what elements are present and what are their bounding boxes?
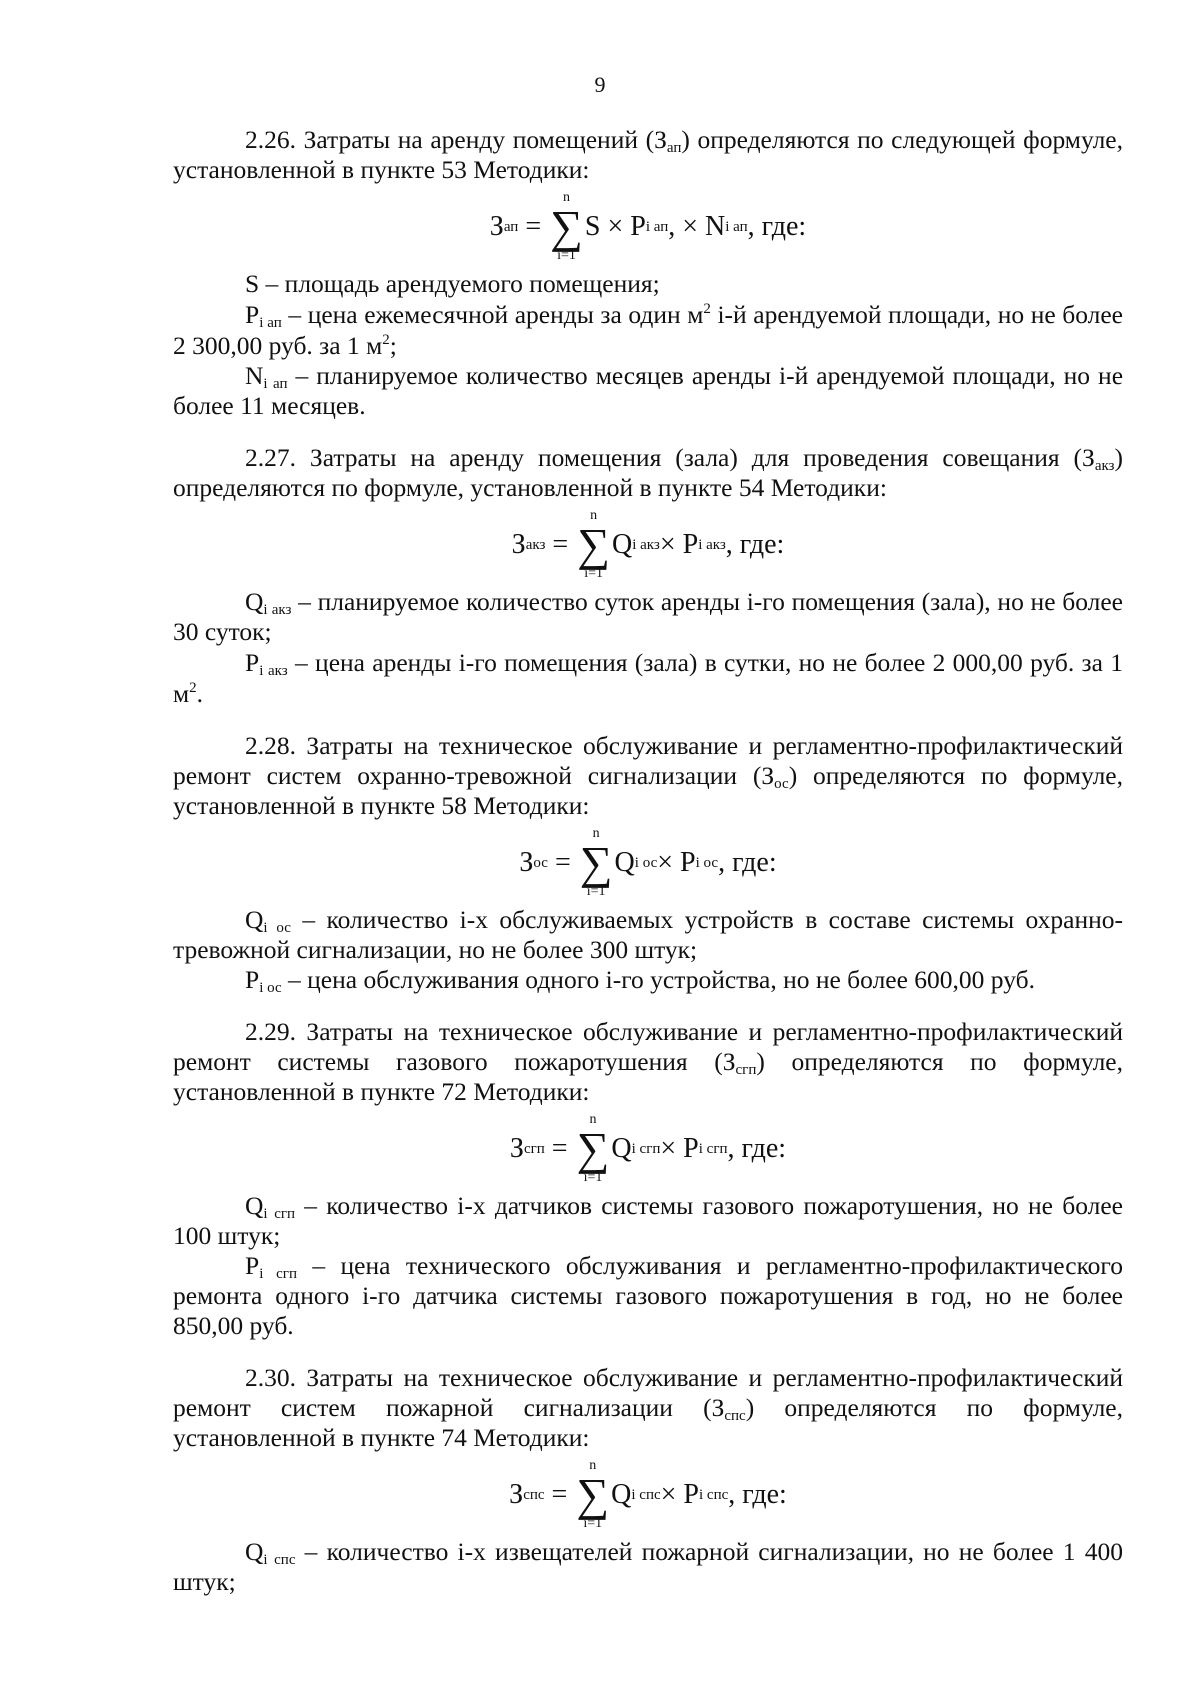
- section-2-27: [173, 443, 1123, 709]
- sum-symbol: n ∑ i=1: [579, 826, 613, 899]
- definition: $Q_{i ос}$ – количество i-х обслуживаемых устройств в составе системы охранно-тревожной сигнализации, но не более 300 штук;: [173, 905, 1123, 964]
- definition: $Q_{i спс}$ – количество i-х извещателей пожарной сигнализации, но не более 1 400 штук;: [173, 1537, 1123, 1596]
- definition: $P_{i акз}$ – цена аренды i-го помещения (зала) в сутки, но не более 2 000,00 руб. за 1 $м^2$.: [173, 648, 1123, 708]
- formula: З акз = n ∑ i=1 Q i акз × P i акз , где:: [511, 508, 785, 581]
- section-intro: 2.27. Затраты на аренду помещения (зала) для проведения совещания $(З_{акз})$ определяются по формуле, установленной в пункте 54 Методики:: [173, 443, 1123, 502]
- definition: $P_{i ап}$ – цена ежемесячной аренды за один $м^2$ i-й арендуемой площади, но не более 2 300,00 руб. за 1 $м^2$;: [173, 300, 1123, 360]
- section-2-29: [173, 1017, 1123, 1341]
- definition: $N_{i ап}$ – планируемое количество месяцев аренды i-й арендуемой площади, но не более 11 месяцев.: [173, 361, 1124, 420]
- section-intro: 2.30. Затраты на техническое обслуживание и регламентно-профилактический ремонт систем пожарной сигнализации $(З_{спс})$ определяются по формуле, установленной в пункте 74 Методики:: [173, 1363, 1123, 1452]
- section-2-30: [173, 1363, 1123, 1597]
- formula: З сгп = n ∑ i=1 Q i сгп × P i сгп , где:: [509, 1112, 787, 1185]
- sum-symbol: n ∑ i=1: [577, 508, 610, 581]
- definition: $Q_{i сгп}$ – количество i-х датчиков системы газового пожаротушения, но не более 100 штук;: [173, 1191, 1123, 1250]
- definition: $P_{i сгп}$ – цена технического обслуживания и регламентно-профилактического ремонта одного i-го датчика системы газового пожаротушения в год, но не более 850,00 руб.: [173, 1251, 1123, 1340]
- definition: $Q_{i акз}$ – планируемое количество суток аренды i-го помещения (зала), но не более 30 суток;: [173, 587, 1123, 646]
- section-2-28: [173, 731, 1123, 995]
- document-body: [173, 125, 1123, 1619]
- definition: $P_{i ос}$ – цена обслуживания одного i-го устройства, но не более 600,00 руб.: [245, 965, 1035, 996]
- sum-symbol: n ∑ i=1: [576, 1458, 610, 1531]
- sum-symbol: n ∑ i=1: [550, 190, 583, 263]
- formula: З спс = n ∑ i=1 Q i спс × P i спс , где:: [509, 1458, 787, 1531]
- section-intro: 2.26. Затраты на аренду помещений $(З_{ап})$ определяются по следующей формуле, установленной в пункте 53 Методики:: [173, 125, 1123, 184]
- section-2-26: [173, 125, 1123, 421]
- formula: З ос = n ∑ i=1 Q i ос × P i ос , где:: [519, 826, 777, 899]
- definition: S – площадь арендуемого помещения;: [245, 269, 660, 298]
- page-number: 9: [594, 72, 606, 97]
- section-intro: 2.28. Затраты на техническое обслуживание и регламентно-профилактический ремонт систем охранно-тревожной сигнализации $(З_{ос})$ определяются по формуле, установленной в пункте 58 Методики:: [173, 731, 1123, 820]
- section-intro: 2.29. Затраты на техническое обслуживание и регламентно-профилактический ремонт системы газового пожаротушения $(З_{сгп})$ определяются по формуле, установленной в пункте 72 Методики:: [173, 1017, 1123, 1106]
- sum-symbol: n ∑ i=1: [576, 1112, 610, 1185]
- formula: З ап = n ∑ i=1 S × P i ап , × N i ап , где:: [489, 190, 807, 263]
